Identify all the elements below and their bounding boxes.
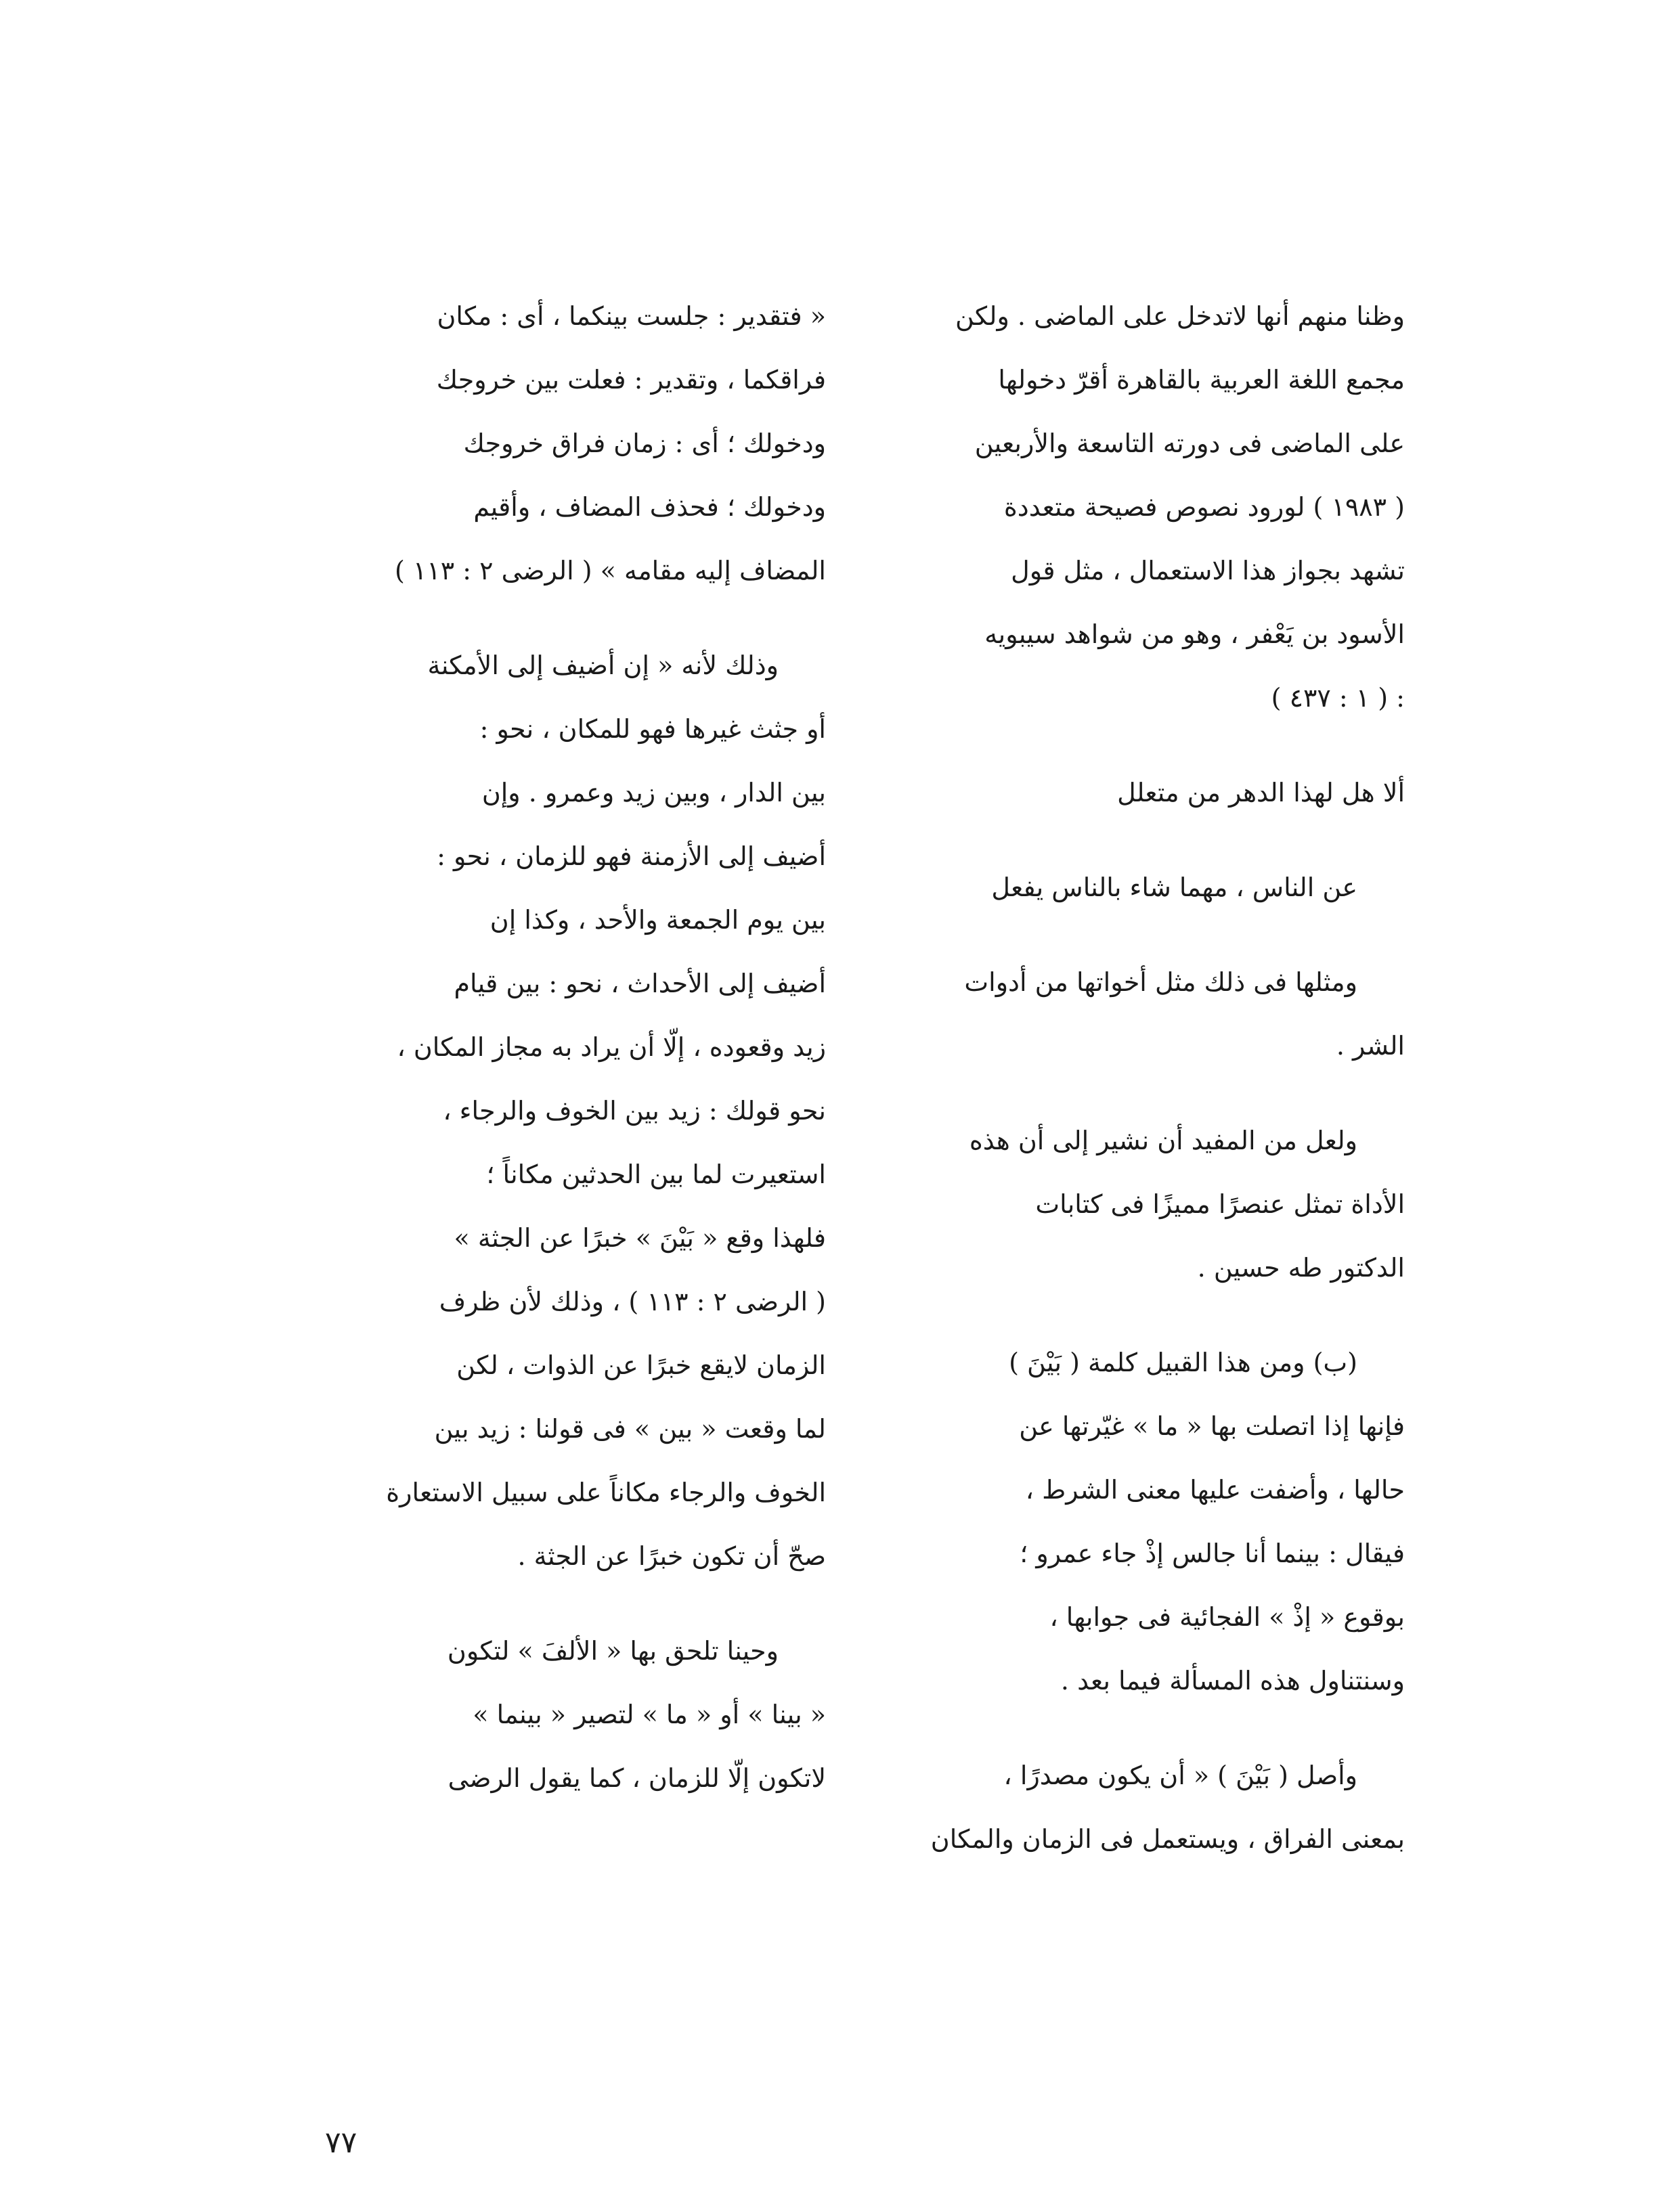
text-line: على الماضى فى دورته التاسعة والأربعين bbox=[974, 428, 1405, 458]
text-line: الدكتور طه حسين . bbox=[1197, 1253, 1405, 1283]
text-line: نحو قولك : زيد بين الخوف والرجاء ، bbox=[443, 1096, 826, 1126]
text-line: الزمان لايقع خبرًا عن الذوات ، لكن bbox=[456, 1350, 826, 1380]
paragraph-4 bbox=[870, 1331, 1405, 1712]
verse-line: ألا هل لهذا الدهر من متعلل bbox=[1117, 778, 1405, 808]
verse-line: عن الناس ، مهما شاء بالناس يفعل bbox=[991, 872, 1357, 902]
text-line: فيقال : بينما أنا جالس إذْ جاء عمرو ؛ bbox=[1020, 1539, 1405, 1568]
paragraph-3 bbox=[870, 1109, 1405, 1300]
text-line: ودخولك ؛ فحذف المضاف ، وأقيم bbox=[473, 492, 826, 522]
text-line: ودخولك ؛ أى : زمان فراق خروجك bbox=[463, 428, 826, 458]
text-line: لما وقعت « بين » فى قولنا : زيد بين bbox=[434, 1414, 826, 1444]
text-line: فلهذا وقع « بَيْنَ » خبرًا عن الجثة » bbox=[454, 1223, 826, 1253]
text-line: الشر . bbox=[1336, 1031, 1405, 1061]
left-column bbox=[291, 284, 826, 1810]
text-line: : ( ١ : ٤٣٧ ) bbox=[1271, 683, 1405, 713]
paragraph-5 bbox=[870, 1744, 1405, 1871]
text-line: وظنا منهم أنها لاتدخل على الماضى . ولكن bbox=[955, 301, 1405, 331]
text-line: أو جثث غيرها فهو للمكان ، نحو : bbox=[479, 714, 826, 744]
text-line: استعيرت لما بين الحدثين مكاناً ؛ bbox=[486, 1159, 826, 1189]
text-line: فراقكما ، وتقدير : فعلت بين خروجك bbox=[436, 365, 826, 395]
right-column bbox=[870, 284, 1405, 1871]
paragraph-2 bbox=[291, 634, 826, 1588]
text-line: بمعنى الفراق ، ويستعمل فى الزمان والمكان bbox=[930, 1824, 1405, 1854]
text-line: المضاف إليه مقامه » ( الرضى ٢ : ١١٣ ) bbox=[394, 556, 826, 585]
paragraph-1 bbox=[291, 284, 826, 602]
text-line: وذلك لأنه « إن أضيف إلى الأمكنة bbox=[427, 650, 779, 680]
text-line: وسنتناول هذه المسألة فيما بعد . bbox=[1060, 1666, 1405, 1696]
text-line: الأسود بن يَعْفر ، وهو من شواهد سيبويه bbox=[984, 619, 1405, 649]
text-line: مجمع اللغة العربية بالقاهرة أقرّ دخولها bbox=[998, 365, 1405, 395]
text-line: « فتقدير : جلست بينكما ، أى : مكان bbox=[437, 301, 826, 331]
text-line: ( الرضى ٢ : ١١٣ ) ، وذلك لأن ظرف bbox=[439, 1287, 826, 1317]
text-line: بين الدار ، وبين زيد وعمرو . وإن bbox=[481, 778, 826, 808]
text-line: الأداة تمثل عنصرًا مميزًا فى كتابات bbox=[1035, 1189, 1405, 1219]
text-line: « بينا » أو « ما » لتصير « بينما » bbox=[473, 1700, 826, 1729]
text-line: فإنها إذا اتصلت بها « ما » غيّرتها عن bbox=[1019, 1411, 1405, 1441]
text-line: أضيف إلى الأحداث ، نحو : بين قيام bbox=[454, 969, 826, 998]
text-line: (ب) ومن هذا القبيل كلمة ( بَيْنَ ) bbox=[1009, 1348, 1357, 1377]
text-line: بوقوع « إذْ » الفجائية فى جوابها ، bbox=[1049, 1602, 1405, 1632]
page-number: ٧٧ bbox=[325, 2125, 357, 2160]
text-line: تشهد بجواز هذا الاستعمال ، مثل قول bbox=[1011, 556, 1405, 585]
text-line: وحينا تلحق بها « الألفَ » لتكون bbox=[447, 1636, 779, 1666]
verse bbox=[870, 761, 1405, 919]
text-line: أضيف إلى الأزمنة فهو للزمان ، نحو : bbox=[437, 841, 826, 871]
paragraph-3 bbox=[291, 1619, 826, 1810]
text-line: لاتكون إلّا للزمان ، كما يقول الرضى bbox=[448, 1763, 826, 1793]
text-line: ( ١٩٨٣ ) لورود نصوص فصيحة متعددة bbox=[1003, 492, 1405, 522]
text-line: صحّ أن تكون خبرًا عن الجثة . bbox=[517, 1541, 826, 1571]
text-line: الخوف والرجاء مكاناً على سبيل الاستعارة bbox=[386, 1478, 826, 1507]
text-line: ومثلها فى ذلك مثل أخواتها من أدوات bbox=[964, 967, 1357, 997]
paragraph-1 bbox=[870, 284, 1405, 730]
text-line: زيد وقعوده ، إلّا أن يراد به مجاز المكان ، bbox=[397, 1032, 826, 1062]
paragraph-2 bbox=[870, 950, 1405, 1078]
text-line: ولعل من المفيد أن نشير إلى أن هذه bbox=[969, 1126, 1357, 1155]
text-line: بين يوم الجمعة والأحد ، وكذا إن bbox=[489, 905, 826, 935]
text-line: حالها ، وأضفت عليها معنى الشرط ، bbox=[1025, 1475, 1405, 1505]
text-line: وأصل ( بَيْنَ ) « أن يكون مصدرًا ، bbox=[1003, 1761, 1357, 1790]
